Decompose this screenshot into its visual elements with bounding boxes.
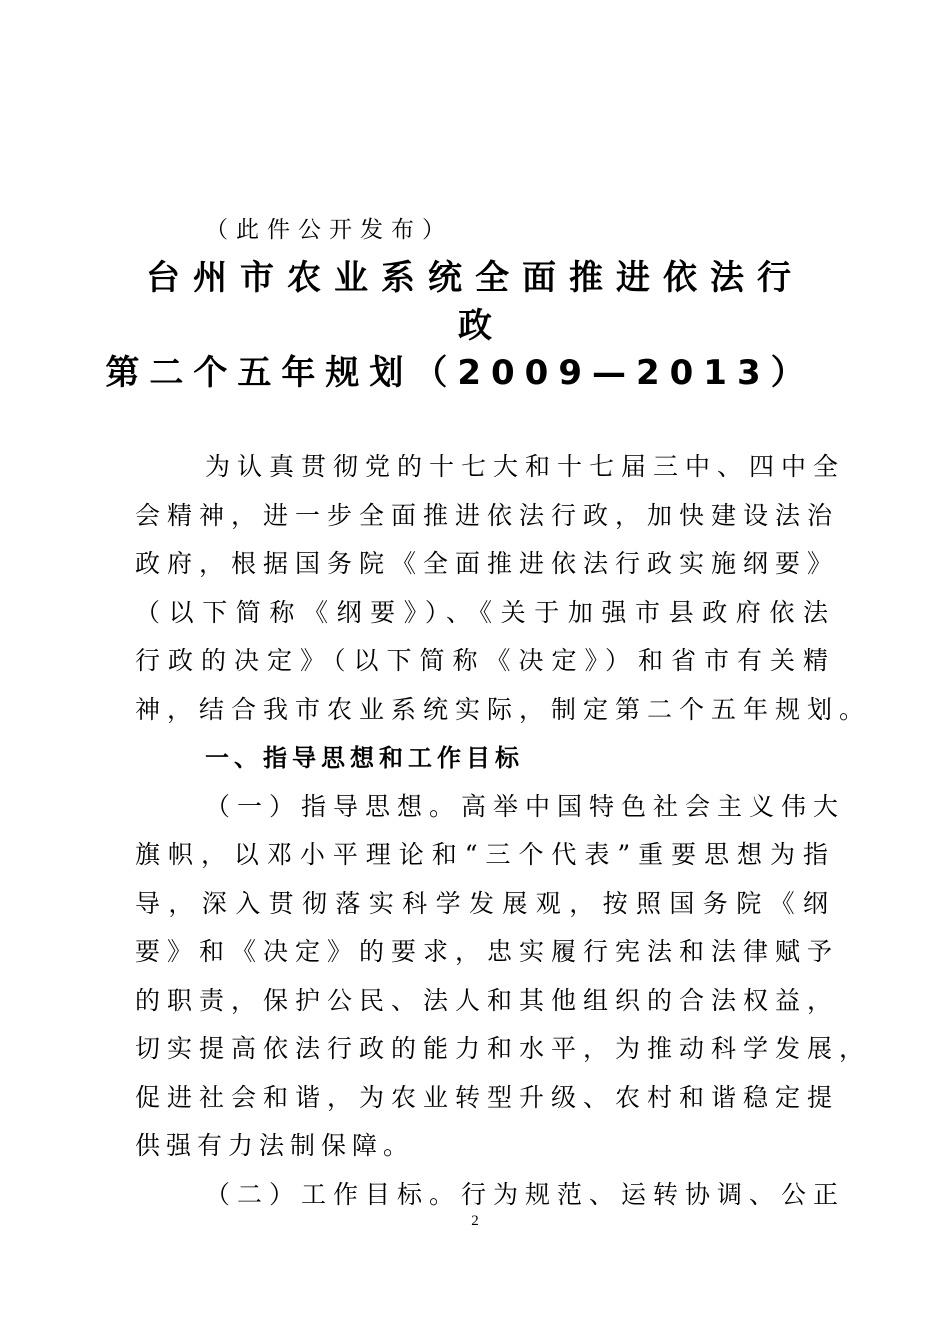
intro-paragraph-line: 行政的决定》（以下简称《决定》）和省市有关精 [135,646,835,675]
intro-paragraph-line: 神，结合我市农业系统实际，制定第二个五年规划。 [135,695,872,724]
page-number: 2 [471,1213,479,1229]
publication-notice: （此件公开发布） [205,217,453,243]
guiding-paragraph-line: 要》和《决定》的要求，忠实履行宪法和法律赋予 [135,937,840,966]
guiding-paragraph-line: 导，深入贯彻落实科学发展观，按照国务院《纲 [135,889,835,918]
intro-paragraph-line: 政府，根据国务院《全面推进依法行政实施纲要》 [135,549,840,578]
guiding-paragraph-line: （一）指导思想。高举中国特色社会主义伟大 [205,792,846,821]
document-title-line-3: 第二个五年规划（2009—2013） [105,353,815,393]
guiding-paragraph-line: 促进社会和谐，为农业转型升级、农村和谐稳定提 [135,1083,840,1112]
guiding-paragraph-line: 切实提高依法行政的能力和水平，为推动科学发展， [135,1034,872,1063]
intro-paragraph-line: 会精神，进一步全面推进依法行政，加快建设法治 [135,501,840,530]
guiding-paragraph-line: 的职责，保护公民、法人和其他组织的合法权益， [135,986,840,1015]
guiding-paragraph-line: 旗帜，以邓小平理论和“三个代表”重要思想为指 [135,840,835,869]
guiding-paragraph-line: 供强有力法制保障。 [135,1131,415,1160]
document-title-line-1: 台州市农业系统全面推进依法行 [146,258,804,298]
document-title-line-2: 政 [458,306,492,346]
intro-paragraph-line: （以下简称《纲要》）、《关于加强市县政府依法 [135,598,835,627]
goal-paragraph-line: （二）工作目标。行为规范、运转协调、公正 [205,1180,846,1209]
section-heading: 一、指导思想和工作目标 [205,744,524,772]
intro-paragraph-line: 为认真贯彻党的十七大和十七届三中、四中全 [205,452,846,481]
